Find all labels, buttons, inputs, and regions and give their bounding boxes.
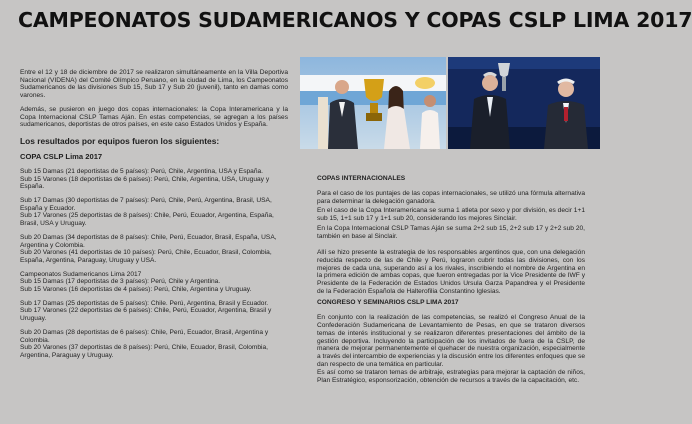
result-line: Sub 20 Varones (41 deportistas de 10 países): Perú, Chile, Ecuador, Brasil, Colombia, España, Argentina, Paraguay, Uruguay y USA. <box>20 249 272 264</box>
result-line: Sub 15 Varones (16 deportistas de 4 países): Perú, Chile, Argentina y Uruguay. <box>20 286 252 294</box>
result-line: Sub 17 Damas (30 deportistas de 7 países): Perú, Chile, Perú, Argentina, Brasil, USA, España y Ecuador. <box>20 197 272 212</box>
congreso-heading: CONGRESO Y SEMINARIOS CSLP LIMA 2017 <box>317 299 459 307</box>
copas-paragraph-1: Para el caso de los puntajes de las copas internacionales, se utilizó una fórmula alternativa para determinar la delegación ganadora. <box>317 190 585 205</box>
result-line: Sub 15 Varones (18 deportistas de 6 países): Perú, Chile, Argentina, USA, Uruguay y España. <box>20 175 270 191</box>
copas-intro-paragraph: Además, se pusieron en juego dos copas internacionales: la Copa Interamericana y la Copa Internacional CSLP Tamas Aján. En estas competencias, se agregan a los países sudamericanos, deportistas de otros países, en este caso Estados Unidos y España. <box>20 105 288 129</box>
copas-paragraph-4: Allí se hizo presente la estrategia de los responsables argentinos que, con una delegación reducida respecto de las de Chile y Perú, lograron cubrir todas las divisiones, con los mejores de cada una, superando así a los rivales, inscribiendo el nombre de Argentina en la primera edición de ambas copas, que fueron entregadas por la Vice Presidente de IWF y Presidente de la Federación de Estados Unidos Ursula Garza Papandrea y el Presidente de la Federación Española de Halterofilia Constantino Iglesias. <box>317 249 585 295</box>
sud-group-sub15 <box>20 278 288 293</box>
result-line: Sub 15 Damas (21 deportistas de 5 países): Perú, Chile, Argentina, USA y España. <box>20 167 264 175</box>
copa-group-sub20 <box>20 234 288 265</box>
congreso-paragraph-2: Es así como se trataron temas de arbitraje, estrategias para mejorar la captación de niños, Plan Estratégico, esponsorización, obtención de recursos a través de la capacitación, etc. <box>317 369 585 385</box>
copa-group-sub17 <box>20 197 288 228</box>
photo-trophy-ceremony <box>300 57 446 149</box>
congreso-paragraph-1: En conjunto con la realización de las competencias, se realizó el Congreso Anual de la Confederación Sudamericana de Levantamiento de Pesas, en que se trataron diversos temas de interés institucional y se realizaron diferentes presentaciones del ámbito de la gestión deportiva. Incluyendo la participación de los invitados de fuera de la CSLP, de manera de mejorar permanentemente el quehacer de nuestra organización, especialmente a través del intercambio de experiencias y la discusión entre los diferentes enfoques que se dan respecto de una temática en particular. <box>317 314 585 368</box>
copas-paragraph-3: En la Copa Internacional CSLP Tamas Aján se suma 2+2 sub 15, 2+2 sub 17 y 2+2 sub 20, también en base al Sinclair. <box>317 224 585 240</box>
result-line: Sub 17 Varones (25 deportistas de 8 países): Chile, Perú, Ecuador, Argentina, España, Brasil, USA y Uruguay. <box>20 212 274 228</box>
result-line: Sub 20 Damas (28 deportistas de 6 países): Chile, Perú, Ecuador, Brasil, Argentina y Colombia. <box>20 328 269 344</box>
sud-heading: Campeonatos Sudamericanos Lima 2017 <box>20 270 142 278</box>
copas-internacionales-heading: COPAS INTERNACIONALES <box>317 175 406 182</box>
sud-group-sub17 <box>20 300 288 323</box>
photo-award-presentation <box>448 57 600 149</box>
result-line: Sub 20 Damas (34 deportistas de 8 países): Chile, Perú, Ecuador, Brasil, España, USA, Argentina y Colombia. <box>20 233 277 249</box>
intro-paragraph: Entre el 12 y 18 de diciembre de 2017 se realizaron simultáneamente en la Villa Deportiva Nacional (VIDENA) del Comité Olímpico Peruano, en la ciudad de Lima, los Campeonatos Sudamericanos de las divisiones Sub 15, Sub 17 y Sub 20 (juvenil), tanto en damas como varones. <box>20 69 288 100</box>
right-column <box>317 175 585 389</box>
result-line: Sub 20 Varones (37 deportistas de 8 países): Perú, Chile, Ecuador, Brasil, Colombia, Argentina, Paraguay y Uruguay. <box>20 344 269 359</box>
left-column <box>20 69 288 366</box>
result-line: Sub 15 Damas (17 deportistas de 3 países): Perú, Chile y Argentina. <box>20 278 221 286</box>
page-title: CAMPEONATOS SUDAMERICANOS Y COPAS CSLP LIMA 2017 <box>18 8 692 32</box>
sud-group-sub20 <box>20 329 288 360</box>
result-line: Sub 17 Varones (22 deportistas de 6 países): Chile, Perú, Ecuador, Argentina, Brasil y Uruguay. <box>20 307 272 323</box>
copa-group-sub15 <box>20 168 288 191</box>
copa-heading: COPA CSLP Lima 2017 <box>20 151 103 161</box>
result-line: Sub 17 Damas (25 deportistas de 5 países): Chile. Perú, Argentina, Brasil y Ecuador. <box>20 299 269 307</box>
results-heading: Los resultados por equipos fueron los siguientes: <box>20 135 220 146</box>
copas-paragraph-2: En el caso de la Copa Interamericana se suma 1 atleta por sexo y por división, es decir 1+1 sub 15, 1+1 sub 17 y 1+1 sub 20, considerando los mejores Sinclair. <box>317 207 585 223</box>
